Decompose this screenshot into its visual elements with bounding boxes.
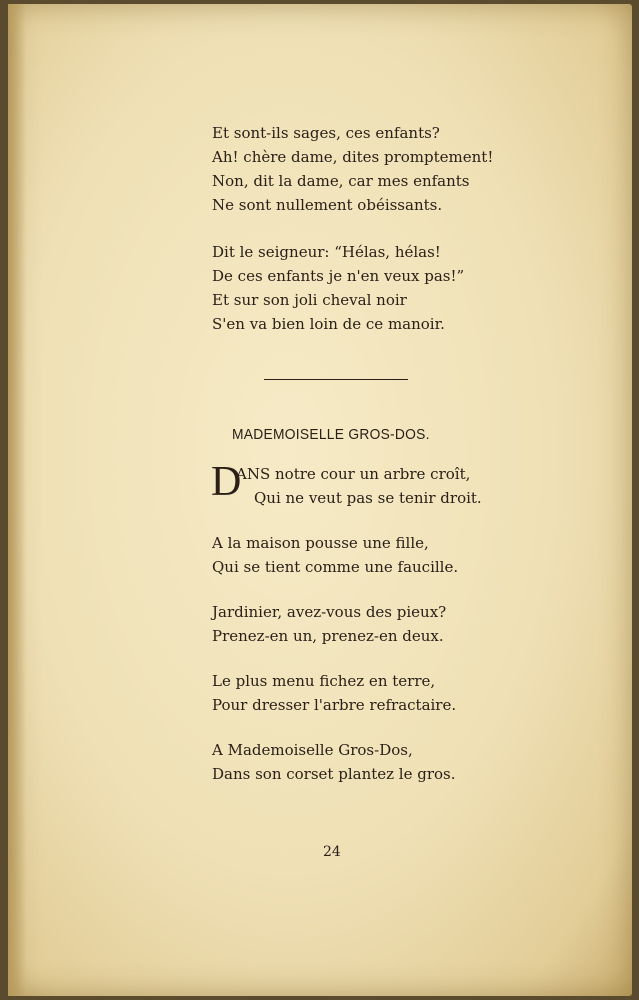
page-number: 24 xyxy=(323,844,341,860)
verse-line: A la maison pousse une fille, xyxy=(212,534,429,552)
verse-line: Qui ne veut pas se tenir droit. xyxy=(254,489,482,507)
drop-cap: D xyxy=(211,459,242,505)
section-divider xyxy=(264,379,408,380)
verse-line: Et sur son joli cheval noir xyxy=(212,291,407,309)
stanza-d xyxy=(212,738,456,786)
verse-line: Prenez-en un, prenez-en deux. xyxy=(212,627,444,645)
stanza-1 xyxy=(212,121,493,217)
verse-line: Qui se tient comme une faucille. xyxy=(212,558,459,576)
verse-line: De ces enfants je n'en veux pas!” xyxy=(212,267,465,285)
page-spine-shadow xyxy=(8,4,26,996)
poem-title: MADEMOISELLE GROS-DOS. xyxy=(232,426,430,443)
verse-line: Jardinier, avez-vous des pieux? xyxy=(212,603,447,621)
verse-line: A Mademoiselle Gros-Dos, xyxy=(212,741,413,759)
verse-line: Ah! chère dame, dites promptement! xyxy=(212,148,494,166)
stanza-c xyxy=(212,669,456,717)
verse-line: Dit le seigneur: “Hélas, hélas! xyxy=(212,243,441,261)
verse-line: Ne sont nullement obéissants. xyxy=(212,196,443,214)
stanza-a xyxy=(212,531,458,579)
verse-line: Et sont-ils sages, ces enfants? xyxy=(212,124,440,142)
stanza-2 xyxy=(212,240,464,336)
stanza-b xyxy=(212,600,446,648)
first-stanza xyxy=(236,462,482,510)
verse-line: Non, dit la dame, car mes enfants xyxy=(212,172,470,190)
verse-line: Le plus menu fichez en terre, xyxy=(212,672,436,690)
verse-line: Pour dresser l'arbre refractaire. xyxy=(212,696,457,714)
verse-line: ANS notre cour un arbre croît, xyxy=(236,465,471,483)
verse-line: Dans son corset plantez le gros. xyxy=(212,765,456,783)
verse-line: S'en va bien loin de ce manoir. xyxy=(212,315,445,333)
